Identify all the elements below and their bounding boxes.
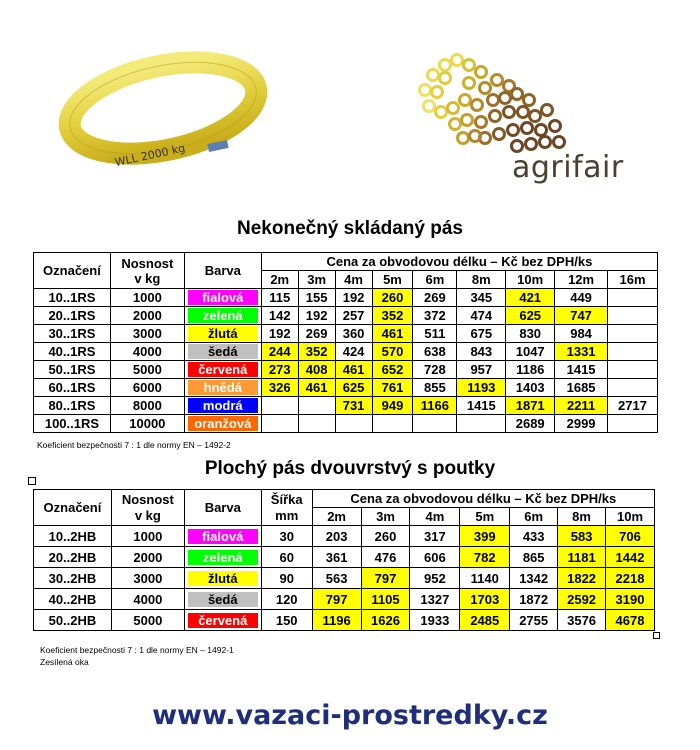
- price-cell: 1105: [361, 589, 410, 610]
- row-color: [184, 361, 261, 379]
- price-cell: 2717: [608, 397, 658, 415]
- table1-title: Nekonečný skládaný pás: [237, 218, 463, 239]
- price-cell: [298, 415, 335, 433]
- table-row: [34, 307, 658, 325]
- price-cell: 1871: [506, 397, 555, 415]
- price-cell: 728: [413, 361, 457, 379]
- price-cell: 433: [510, 526, 558, 547]
- table-row: [34, 610, 655, 631]
- logo-dot: [432, 87, 443, 98]
- price-cell: 1685: [555, 379, 608, 397]
- col-header-capacity-text: Nosnost v kg: [121, 255, 174, 286]
- price-cell: 1703: [460, 589, 510, 610]
- price-cell: 461: [335, 361, 372, 379]
- price-cell: 244: [261, 343, 298, 361]
- price-cell: 747: [555, 307, 608, 325]
- price-cell: [608, 361, 658, 379]
- round-sling-image: [58, 38, 268, 178]
- logo-dot: [488, 95, 499, 106]
- logo-dot: [448, 103, 459, 114]
- price-cell: 1342: [510, 568, 558, 589]
- price-cell: 269: [413, 289, 457, 307]
- length-header: 5m: [460, 508, 510, 526]
- price-cell: 797: [361, 568, 410, 589]
- price-cell: 360: [335, 325, 372, 343]
- price-cell: 2211: [555, 397, 608, 415]
- price-cell: 269: [298, 325, 335, 343]
- row-designation: 20..2HB: [34, 547, 112, 568]
- price-cell: 1181: [558, 547, 606, 568]
- price-cell: 257: [335, 307, 372, 325]
- price-cell: 949: [372, 397, 413, 415]
- price-cell: 3576: [558, 610, 606, 631]
- logo-dot: [440, 60, 451, 71]
- row-designation: 60..1RS: [34, 379, 111, 397]
- price-cell: [261, 397, 298, 415]
- price-cell: [261, 415, 298, 433]
- length-header: 4m: [335, 271, 372, 289]
- row-capacity: 1000: [110, 289, 184, 307]
- row-color: [184, 289, 261, 307]
- table-resize-handle[interactable]: [653, 632, 660, 639]
- row-designation: 10..2HB: [34, 526, 112, 547]
- row-color: [184, 415, 261, 433]
- row-designation: 100..1RS: [34, 415, 111, 433]
- logo-dot: [428, 70, 439, 81]
- price-cell: 782: [460, 547, 510, 568]
- logo-dot: [452, 55, 463, 66]
- color-swatch-label: žlutá: [188, 571, 258, 586]
- logo-dot: [450, 119, 461, 130]
- row-width: 60: [261, 547, 312, 568]
- row-designation: 40..1RS: [34, 343, 111, 361]
- price-cell: 1166: [413, 397, 457, 415]
- table-row: [34, 547, 655, 568]
- price-cell: [372, 415, 413, 433]
- price-cell: 449: [555, 289, 608, 307]
- price-cell: 372: [413, 307, 457, 325]
- price-cell: 1415: [457, 397, 506, 415]
- price-cell: 461: [298, 379, 335, 397]
- logo-dot: [464, 60, 475, 71]
- price-cell: 115: [261, 289, 298, 307]
- price-cell: 260: [361, 526, 410, 547]
- color-swatch-label: šedá: [188, 592, 258, 607]
- table2-title: Plochý pás dvouvrstvý s poutky: [204, 458, 496, 479]
- price-cell: 865: [510, 547, 558, 568]
- logo-dot: [504, 107, 515, 118]
- price-cell: 192: [261, 325, 298, 343]
- logo-dot: [500, 93, 511, 104]
- row-width: 120: [261, 589, 312, 610]
- price-cell: [608, 307, 658, 325]
- price-cell: 192: [335, 289, 372, 307]
- price-cell: 511: [413, 325, 457, 343]
- price-cell: 421: [506, 289, 555, 307]
- price-cell: [457, 415, 506, 433]
- table-row: [34, 397, 658, 415]
- logo-dot: [530, 111, 541, 122]
- row-width: 150: [261, 610, 312, 631]
- price-cell: 273: [261, 361, 298, 379]
- price-cell: 424: [335, 343, 372, 361]
- price-cell: 361: [312, 547, 361, 568]
- table-row: [34, 415, 658, 433]
- price-cell: 1331: [555, 343, 608, 361]
- logo-dot: [526, 139, 537, 150]
- logo-dot: [536, 125, 547, 136]
- row-capacity: 10000: [110, 415, 184, 433]
- price-cell: 731: [335, 397, 372, 415]
- table-row: [34, 289, 658, 307]
- col2-header-price: Cena za obvodovou délku – Kč bez DPH/ks: [312, 490, 654, 508]
- price-cell: 563: [312, 568, 361, 589]
- row-color: [184, 325, 261, 343]
- price-cell: 625: [506, 307, 555, 325]
- row-color: [184, 568, 261, 589]
- price-cell: 345: [457, 289, 506, 307]
- length-header: 3m: [298, 271, 335, 289]
- price-cell: 155: [298, 289, 335, 307]
- color-swatch-label: žlutá: [188, 326, 258, 341]
- price-cell: 474: [457, 307, 506, 325]
- price-cell: 1140: [460, 568, 510, 589]
- row-capacity: 4000: [110, 343, 184, 361]
- color-swatch-label: modrá: [188, 398, 258, 413]
- price-cell: [298, 397, 335, 415]
- logo-dot: [440, 73, 451, 84]
- row-capacity: 2000: [110, 307, 184, 325]
- price-cell: 638: [413, 343, 457, 361]
- website-url[interactable]: www.vazaci-prostredky.cz: [152, 700, 548, 731]
- row-width: 30: [261, 526, 312, 547]
- price-cell: 192: [298, 307, 335, 325]
- price-cell: 461: [372, 325, 413, 343]
- price-cell: 203: [312, 526, 361, 547]
- price-cell: 706: [606, 526, 655, 547]
- price-cell: 1193: [457, 379, 506, 397]
- price-cell: 2755: [510, 610, 558, 631]
- logo-dot: [460, 95, 471, 106]
- price-cell: [335, 415, 372, 433]
- row-capacity: 8000: [110, 397, 184, 415]
- row-color: [184, 343, 261, 361]
- logo-dot: [494, 129, 505, 140]
- logo-dot: [554, 137, 565, 148]
- row-capacity: 5000: [111, 610, 184, 631]
- color-swatch-label: šedá: [188, 344, 258, 359]
- col-header-designation: Označení: [34, 253, 111, 289]
- row-color: [184, 547, 261, 568]
- price-cell: 761: [372, 379, 413, 397]
- length-header: 5m: [372, 271, 413, 289]
- col-header-color: Barva: [184, 253, 261, 289]
- logo-dot: [512, 89, 523, 100]
- logo-dot: [542, 105, 553, 116]
- length-header: 8m: [558, 508, 606, 526]
- logo-dot: [522, 123, 533, 134]
- logo-dot: [490, 111, 501, 122]
- length-header: 16m: [608, 271, 658, 289]
- logo-dot: [524, 95, 535, 106]
- table2-note: Koeficient bezpečnosti 7 : 1 dle normy EN – 1492-1: [40, 645, 234, 655]
- color-swatch-label: fialová: [188, 529, 258, 544]
- row-capacity: 2000: [111, 547, 184, 568]
- price-cell: 142: [261, 307, 298, 325]
- logo-dot: [550, 121, 561, 132]
- table-row: [34, 568, 655, 589]
- table2-note-2: Zesílená oka: [40, 657, 89, 667]
- price-cell: 1327: [410, 589, 460, 610]
- logo-dot: [464, 78, 475, 89]
- price-cell: [608, 343, 658, 361]
- row-designation: 30..1RS: [34, 325, 111, 343]
- price-cell: 260: [372, 289, 413, 307]
- logo-dot: [458, 133, 469, 144]
- table-row: [34, 379, 658, 397]
- row-designation: 80..1RS: [34, 397, 111, 415]
- row-designation: 20..1RS: [34, 307, 111, 325]
- price-cell: 1186: [506, 361, 555, 379]
- logo-text: agrifair: [512, 150, 624, 185]
- row-capacity: 3000: [110, 325, 184, 343]
- endless-sling-price-table: [33, 252, 658, 433]
- length-header: 12m: [555, 271, 608, 289]
- price-cell: 1822: [558, 568, 606, 589]
- logo-dot: [480, 83, 491, 94]
- logo-dot: [476, 117, 487, 128]
- row-color: [184, 307, 261, 325]
- logo-dot: [424, 101, 435, 112]
- price-cell: 583: [558, 526, 606, 547]
- length-header: 2m: [261, 271, 298, 289]
- price-cell: 1442: [606, 547, 655, 568]
- logo-dot: [518, 107, 529, 118]
- row-color: [184, 526, 261, 547]
- price-cell: 1872: [510, 589, 558, 610]
- length-header: 3m: [361, 508, 410, 526]
- table-row: [34, 343, 658, 361]
- price-cell: 1196: [312, 610, 361, 631]
- length-header: 6m: [510, 508, 558, 526]
- color-swatch-label: hnědá: [188, 380, 258, 395]
- price-cell: 855: [413, 379, 457, 397]
- price-cell: 957: [457, 361, 506, 379]
- color-swatch-label: zelená: [188, 308, 258, 323]
- price-cell: [608, 379, 658, 397]
- logo-dot: [462, 115, 473, 126]
- price-cell: 843: [457, 343, 506, 361]
- row-color: [184, 610, 261, 631]
- price-cell: 1403: [506, 379, 555, 397]
- color-swatch-label: červená: [188, 613, 258, 628]
- price-cell: 952: [410, 568, 460, 589]
- logo-dot: [492, 75, 503, 86]
- price-cell: [608, 325, 658, 343]
- price-cell: 675: [457, 325, 506, 343]
- length-header: 6m: [413, 271, 457, 289]
- price-cell: 2592: [558, 589, 606, 610]
- price-cell: 4678: [606, 610, 655, 631]
- table-row: [34, 589, 655, 610]
- color-swatch-label: oranžová: [188, 416, 258, 431]
- length-header: 8m: [457, 271, 506, 289]
- row-capacity: 4000: [111, 589, 184, 610]
- logo-dot: [436, 107, 447, 118]
- logo-dot: [508, 125, 519, 136]
- col2-header-capacity-text: Nosnost v kg: [121, 491, 174, 523]
- price-cell: 399: [460, 526, 510, 547]
- price-cell: 1626: [361, 610, 410, 631]
- logo-dot: [540, 137, 551, 148]
- row-designation: 10..1RS: [34, 289, 111, 307]
- length-header: 10m: [506, 271, 555, 289]
- price-cell: 2689: [506, 415, 555, 433]
- flat-sling-price-table: [33, 489, 655, 631]
- row-color: [184, 397, 261, 415]
- col-header-capacity: [110, 253, 184, 289]
- logo-dot: [476, 67, 487, 78]
- col2-header-width: [261, 490, 312, 526]
- row-designation: 50..1RS: [34, 361, 111, 379]
- row-designation: 30..2HB: [34, 568, 112, 589]
- price-cell: 317: [410, 526, 460, 547]
- sling-label: WLL 2000 kg: [113, 141, 187, 170]
- logo-dot: [420, 85, 431, 96]
- col2-header-capacity: [111, 490, 184, 526]
- price-cell: 3190: [606, 589, 655, 610]
- col2-header-color: Barva: [184, 490, 261, 526]
- price-cell: 1415: [555, 361, 608, 379]
- row-capacity: 1000: [111, 526, 184, 547]
- price-cell: 2485: [460, 610, 510, 631]
- col2-header-width-text: Šířka mm: [270, 491, 303, 523]
- table-row: [34, 361, 658, 379]
- length-header: 10m: [606, 508, 655, 526]
- price-cell: 570: [372, 343, 413, 361]
- table-row: [34, 325, 658, 343]
- row-capacity: 6000: [110, 379, 184, 397]
- table-row: [34, 526, 655, 547]
- price-cell: [608, 415, 658, 433]
- price-cell: 2218: [606, 568, 655, 589]
- logo-dot: [472, 100, 483, 111]
- col2-header-designation: Označení: [34, 490, 112, 526]
- color-swatch-label: zelená: [188, 550, 258, 565]
- row-capacity: 3000: [111, 568, 184, 589]
- price-cell: 2999: [555, 415, 608, 433]
- price-cell: 984: [555, 325, 608, 343]
- price-cell: 830: [506, 325, 555, 343]
- table1-note: Koeficient bezpečnosti 7 : 1 dle normy EN – 1492-2: [37, 440, 231, 450]
- price-cell: 797: [312, 589, 361, 610]
- color-swatch-label: červená: [188, 362, 258, 377]
- price-cell: [413, 415, 457, 433]
- row-capacity: 5000: [110, 361, 184, 379]
- length-header: 2m: [312, 508, 361, 526]
- price-cell: 326: [261, 379, 298, 397]
- row-designation: 50..2HB: [34, 610, 112, 631]
- price-cell: 476: [361, 547, 410, 568]
- row-width: 90: [261, 568, 312, 589]
- col-header-price: Cena za obvodovou délku – Kč bez DPH/ks: [261, 253, 657, 271]
- price-cell: 652: [372, 361, 413, 379]
- price-cell: 352: [298, 343, 335, 361]
- row-color: [184, 379, 261, 397]
- color-swatch-label: fialová: [188, 290, 258, 305]
- price-cell: 1047: [506, 343, 555, 361]
- price-cell: 352: [372, 307, 413, 325]
- row-designation: 40..2HB: [34, 589, 112, 610]
- price-cell: 1933: [410, 610, 460, 631]
- price-cell: 625: [335, 379, 372, 397]
- price-cell: 606: [410, 547, 460, 568]
- price-cell: 408: [298, 361, 335, 379]
- row-color: [184, 589, 261, 610]
- price-cell: [608, 289, 658, 307]
- length-header: 4m: [410, 508, 460, 526]
